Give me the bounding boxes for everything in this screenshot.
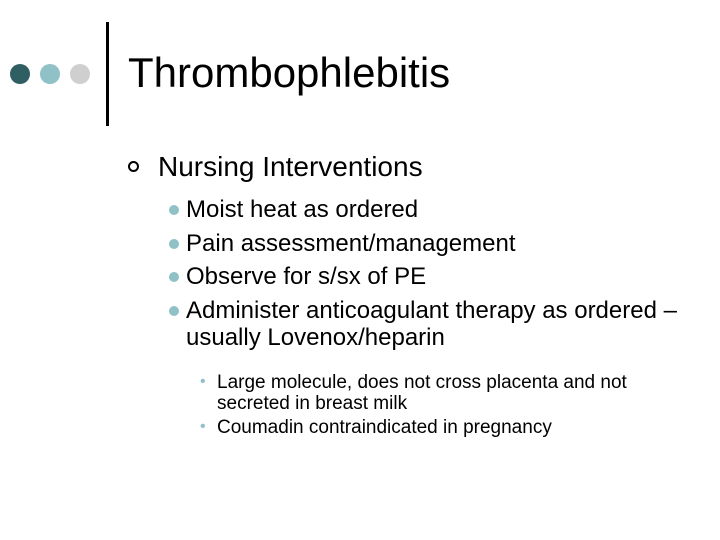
- dark-teal-dot: [10, 64, 30, 84]
- title-divider: [106, 22, 109, 126]
- gray-dot: [70, 64, 90, 84]
- list-item-text: Large molecule, does not cross placenta and not secreted in breast milk: [217, 372, 627, 414]
- filled-circle-bullet-icon: [169, 239, 179, 249]
- list-item-text: Moist heat as ordered: [186, 196, 419, 223]
- list-item: [200, 418, 700, 439]
- light-teal-dot: [40, 64, 60, 84]
- list-item: [168, 297, 708, 352]
- main-bullet-text: Nursing Interventions: [158, 151, 423, 182]
- hollow-circle-bullet-icon: [128, 161, 139, 172]
- list-item: [200, 373, 700, 415]
- list-item: [168, 196, 708, 224]
- small-dot-bullet-icon: •: [200, 417, 206, 435]
- list-item: [168, 230, 708, 258]
- list-item-text: Coumadin contraindicated in pregnancy: [217, 416, 552, 438]
- filled-circle-bullet-icon: [169, 272, 179, 282]
- filled-circle-bullet-icon: [169, 205, 179, 215]
- filled-circle-bullet-icon: [169, 306, 179, 316]
- list-item-text: Observe for s/sx of PE: [186, 263, 427, 291]
- list-item-text: Pain assessment/management: [186, 229, 516, 257]
- nested-bullet-list: [200, 373, 700, 442]
- list-item: [168, 263, 708, 291]
- list-item-text: Administer anticoagulant therapy as ordered – usually Lovenox/heparin: [186, 296, 677, 352]
- small-dot-bullet-icon: •: [200, 373, 206, 390]
- slide-title: Thrombophlebitis: [128, 49, 451, 96]
- sub-bullet-list: [168, 196, 708, 358]
